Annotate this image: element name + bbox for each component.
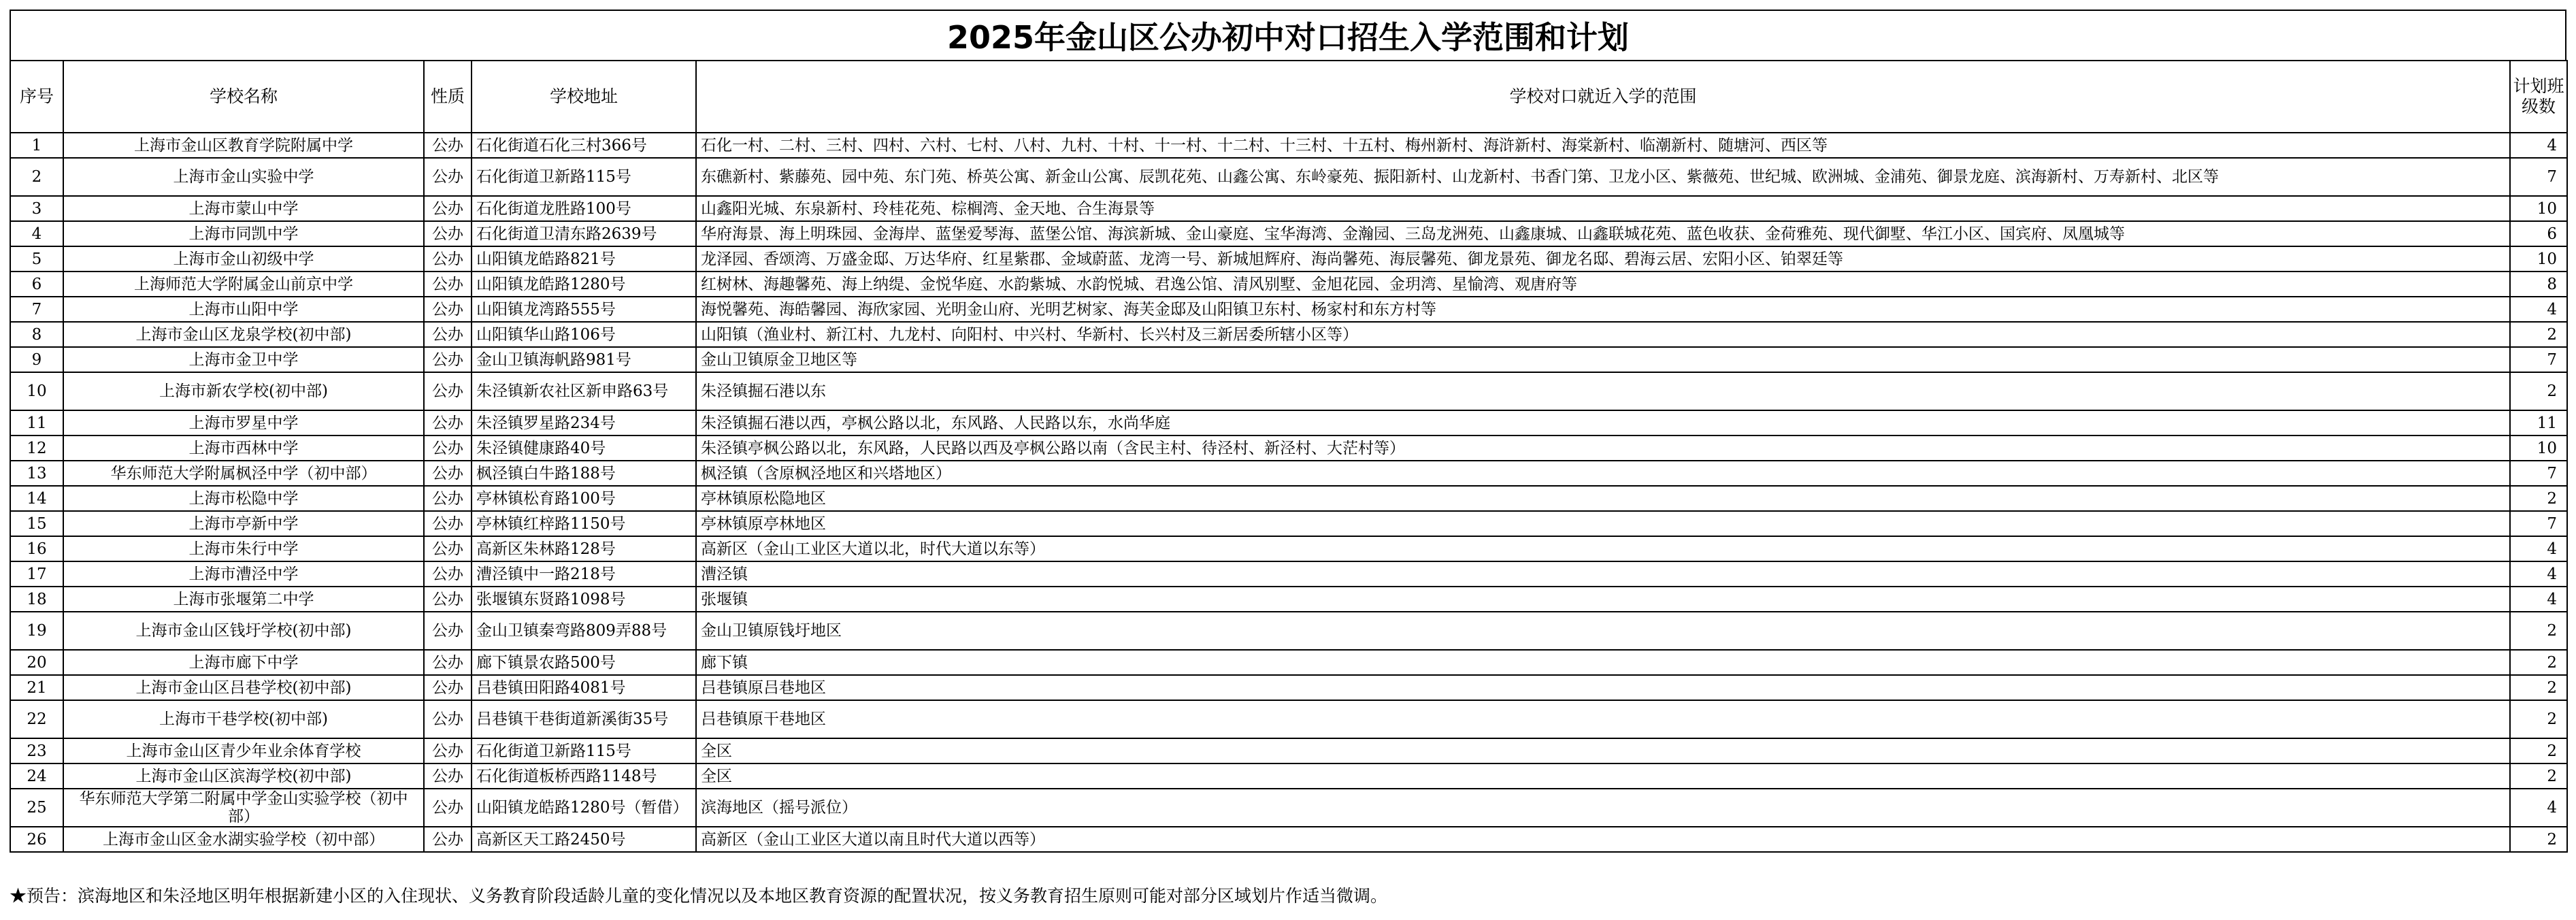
enrollment-table	[10, 60, 2568, 853]
row-no: 2	[10, 158, 63, 196]
row-type: 公办	[424, 827, 472, 852]
row-address: 漕泾镇中一路218号	[472, 561, 696, 587]
table-row	[10, 272, 2567, 297]
row-scope: 华府海景、海上明珠园、金海岸、蓝堡爱琴海、蓝堡公馆、海滨新城、金山豪庭、宝华海湾、金瀚园、三岛龙洲苑、山鑫康城、山鑫联城花苑、蓝色收获、金荷雅苑、现代御墅、华江小区、国宾府、凤凰城等	[696, 221, 2510, 246]
footnote: ★预告：滨海地区和朱泾地区明年根据新建小区的入住现状、义务教育阶段适龄儿童的变化情况以及本地区教育资源的配置状况，按义务教育招生原则可能对部分区域划片作适当微调。	[10, 886, 1388, 906]
row-no: 14	[10, 486, 63, 511]
row-address: 高新区天工路2450号	[472, 827, 696, 852]
row-school-name: 上海市金山区龙泉学校(初中部)	[63, 322, 424, 347]
row-scope: 石化一村、二村、三村、四村、六村、七村、八村、九村、十村、十一村、十二村、十三村、十五村、梅州新村、海浒新村、海棠新村、临潮新村、随塘河、西区等	[696, 133, 2510, 158]
row-type: 公办	[424, 246, 472, 272]
table-row	[10, 158, 2567, 196]
row-scope: 吕巷镇原干巷地区	[696, 700, 2510, 738]
header-address: 学校地址	[472, 61, 696, 133]
row-school-name: 上海市漕泾中学	[63, 561, 424, 587]
row-plan: 2	[2510, 650, 2567, 675]
row-no: 5	[10, 246, 63, 272]
table-row	[10, 536, 2567, 561]
row-address: 山阳镇华山路106号	[472, 322, 696, 347]
row-school-name: 上海市廊下中学	[63, 650, 424, 675]
row-scope: 高新区（金山工业区大道以南且时代大道以西等）	[696, 827, 2510, 852]
row-no: 7	[10, 297, 63, 322]
table-row	[10, 789, 2567, 827]
row-no: 19	[10, 612, 63, 650]
row-type: 公办	[424, 738, 472, 763]
row-scope: 滨海地区（摇号派位）	[696, 789, 2510, 827]
row-address: 石化街道板桥西路1148号	[472, 763, 696, 789]
table-row	[10, 486, 2567, 511]
row-type: 公办	[424, 196, 472, 221]
row-school-name: 上海市金卫中学	[63, 347, 424, 372]
table-row	[10, 763, 2567, 789]
row-address: 亭林镇松育路100号	[472, 486, 696, 511]
row-school-name: 上海市干巷学校(初中部)	[63, 700, 424, 738]
row-school-name: 上海市金山区教育学院附属中学	[63, 133, 424, 158]
row-type: 公办	[424, 612, 472, 650]
row-address: 廊下镇景农路500号	[472, 650, 696, 675]
row-address: 山阳镇龙皓路1280号	[472, 272, 696, 297]
row-address: 枫泾镇白牛路188号	[472, 461, 696, 486]
row-address: 山阳镇龙湾路555号	[472, 297, 696, 322]
table-row	[10, 196, 2567, 221]
row-no: 26	[10, 827, 63, 852]
table-row	[10, 322, 2567, 347]
row-address: 石化街道石化三村366号	[472, 133, 696, 158]
row-no: 11	[10, 410, 63, 436]
table-row	[10, 436, 2567, 461]
row-scope: 高新区（金山工业区大道以北，时代大道以东等）	[696, 536, 2510, 561]
row-type: 公办	[424, 410, 472, 436]
row-plan: 7	[2510, 158, 2567, 196]
row-scope: 金山卫镇原钱圩地区	[696, 612, 2510, 650]
row-school-name: 上海市松隐中学	[63, 486, 424, 511]
row-address: 朱泾镇新农社区新申路63号	[472, 372, 696, 410]
table-row	[10, 297, 2567, 322]
row-no: 18	[10, 587, 63, 612]
row-plan: 4	[2510, 561, 2567, 587]
row-no: 23	[10, 738, 63, 763]
row-school-name: 上海市罗星中学	[63, 410, 424, 436]
row-school-name: 上海市金山实验中学	[63, 158, 424, 196]
row-type: 公办	[424, 347, 472, 372]
row-plan: 2	[2510, 827, 2567, 852]
table-row	[10, 827, 2567, 852]
row-type: 公办	[424, 561, 472, 587]
header-type: 性质	[424, 61, 472, 133]
row-plan: 11	[2510, 410, 2567, 436]
row-school-name: 华东师范大学附属枫泾中学（初中部）	[63, 461, 424, 486]
row-school-name: 上海市金山区吕巷学校(初中部)	[63, 675, 424, 700]
row-school-name: 上海市张堰第二中学	[63, 587, 424, 612]
table-row	[10, 246, 2567, 272]
row-plan: 6	[2510, 221, 2567, 246]
row-scope: 全区	[696, 763, 2510, 789]
row-scope: 海悦馨苑、海皓馨园、海欣家园、光明金山府、光明艺树家、海芙金邸及山阳镇卫东村、杨家村和东方村等	[696, 297, 2510, 322]
row-plan: 4	[2510, 587, 2567, 612]
header-school-name: 学校名称	[63, 61, 424, 133]
table-row	[10, 347, 2567, 372]
row-type: 公办	[424, 461, 472, 486]
row-address: 石化街道卫新路115号	[472, 738, 696, 763]
header-plan: 计划班级数	[2510, 61, 2567, 133]
row-school-name: 上海市朱行中学	[63, 536, 424, 561]
row-address: 张堰镇东贤路1098号	[472, 587, 696, 612]
table-row	[10, 410, 2567, 436]
header-row	[10, 61, 2567, 133]
row-type: 公办	[424, 372, 472, 410]
row-school-name: 上海市同凯中学	[63, 221, 424, 246]
table-row	[10, 221, 2567, 246]
row-address: 朱泾镇健康路40号	[472, 436, 696, 461]
row-no: 22	[10, 700, 63, 738]
row-plan: 7	[2510, 461, 2567, 486]
row-type: 公办	[424, 221, 472, 246]
row-plan: 10	[2510, 436, 2567, 461]
header-no: 序号	[10, 61, 63, 133]
row-scope: 山阳镇（渔业村、新江村、九龙村、向阳村、中兴村、华新村、长兴村及三新居委所辖小区等）	[696, 322, 2510, 347]
row-scope: 金山卫镇原金卫地区等	[696, 347, 2510, 372]
row-school-name: 上海市金山初级中学	[63, 246, 424, 272]
row-school-name: 上海市山阳中学	[63, 297, 424, 322]
row-scope: 亭林镇原松隐地区	[696, 486, 2510, 511]
row-scope: 亭林镇原亭林地区	[696, 511, 2510, 536]
table-row	[10, 650, 2567, 675]
table-row	[10, 738, 2567, 763]
row-address: 石化街道卫清东路2639号	[472, 221, 696, 246]
table-body	[10, 133, 2567, 852]
row-scope: 朱泾镇亭枫公路以北，东风路，人民路以西及亭枫公路以南（含民主村、待泾村、新泾村、大茫村等）	[696, 436, 2510, 461]
row-type: 公办	[424, 322, 472, 347]
row-plan: 2	[2510, 763, 2567, 789]
row-school-name: 上海市新农学校(初中部)	[63, 372, 424, 410]
row-type: 公办	[424, 436, 472, 461]
row-plan: 2	[2510, 372, 2567, 410]
row-address: 金山卫镇海帆路981号	[472, 347, 696, 372]
row-school-name: 上海市金山区青少年业余体育学校	[63, 738, 424, 763]
row-no: 4	[10, 221, 63, 246]
row-address: 朱泾镇罗星路234号	[472, 410, 696, 436]
row-school-name: 上海市金山区滨海学校(初中部)	[63, 763, 424, 789]
row-plan: 7	[2510, 347, 2567, 372]
row-address: 石化街道卫新路115号	[472, 158, 696, 196]
table-row	[10, 675, 2567, 700]
row-no: 12	[10, 436, 63, 461]
table-row	[10, 700, 2567, 738]
row-plan: 2	[2510, 738, 2567, 763]
row-type: 公办	[424, 789, 472, 827]
page-title: 2025年金山区公办初中对口招生入学范围和计划	[10, 10, 2566, 60]
row-type: 公办	[424, 272, 472, 297]
row-address: 山阳镇龙皓路821号	[472, 246, 696, 272]
row-school-name: 上海市蒙山中学	[63, 196, 424, 221]
row-no: 24	[10, 763, 63, 789]
row-no: 20	[10, 650, 63, 675]
row-no: 25	[10, 789, 63, 827]
table-row	[10, 461, 2567, 486]
table-row	[10, 133, 2567, 158]
row-scope: 枫泾镇（含原枫泾地区和兴塔地区）	[696, 461, 2510, 486]
row-no: 13	[10, 461, 63, 486]
row-address: 高新区朱林路128号	[472, 536, 696, 561]
row-plan: 2	[2510, 322, 2567, 347]
row-type: 公办	[424, 700, 472, 738]
row-type: 公办	[424, 158, 472, 196]
row-address: 吕巷镇干巷街道新溪街35号	[472, 700, 696, 738]
row-scope: 全区	[696, 738, 2510, 763]
row-scope: 红树林、海趣馨苑、海上纳缇、金悦华庭、水韵紫城、水韵悦城、君逸公馆、清风别墅、金旭花园、金玥湾、星愉湾、观唐府等	[696, 272, 2510, 297]
row-school-name: 华东师范大学第二附属中学金山实验学校（初中部）	[63, 789, 424, 827]
row-scope: 龙泽园、香颂湾、万盛金邸、万达华府、红星紫郡、金域蔚蓝、龙湾一号、新城旭辉府、海尚馨苑、海辰馨苑、御龙景苑、御龙名邸、碧海云居、宏阳小区、铂翠廷等	[696, 246, 2510, 272]
row-no: 10	[10, 372, 63, 410]
row-plan: 2	[2510, 486, 2567, 511]
row-scope: 吕巷镇原吕巷地区	[696, 675, 2510, 700]
table-row	[10, 372, 2567, 410]
row-type: 公办	[424, 763, 472, 789]
row-plan: 4	[2510, 133, 2567, 158]
table-row	[10, 587, 2567, 612]
row-no: 9	[10, 347, 63, 372]
row-type: 公办	[424, 536, 472, 561]
row-no: 17	[10, 561, 63, 587]
table-row	[10, 511, 2567, 536]
row-scope: 漕泾镇	[696, 561, 2510, 587]
row-plan: 7	[2510, 511, 2567, 536]
row-no: 6	[10, 272, 63, 297]
row-plan: 10	[2510, 196, 2567, 221]
row-address: 亭林镇红梓路1150号	[472, 511, 696, 536]
row-type: 公办	[424, 587, 472, 612]
row-school-name: 上海市金山区钱圩学校(初中部)	[63, 612, 424, 650]
row-type: 公办	[424, 297, 472, 322]
enrollment-sheet	[10, 10, 2566, 853]
table-row	[10, 561, 2567, 587]
row-plan: 4	[2510, 789, 2567, 827]
row-plan: 2	[2510, 675, 2567, 700]
row-no: 3	[10, 196, 63, 221]
row-address: 吕巷镇田阳路4081号	[472, 675, 696, 700]
row-scope: 朱泾镇掘石港以东	[696, 372, 2510, 410]
row-no: 21	[10, 675, 63, 700]
row-plan: 8	[2510, 272, 2567, 297]
row-type: 公办	[424, 133, 472, 158]
row-address: 山阳镇龙皓路1280号（暂借）	[472, 789, 696, 827]
row-no: 15	[10, 511, 63, 536]
row-scope: 东礁新村、紫藤苑、园中苑、东门苑、桥英公寓、新金山公寓、辰凯花苑、山鑫公寓、东岭豪苑、振阳新村、山龙新村、书香门第、卫龙小区、紫薇苑、世纪城、欧洲城、金浦苑、御景龙庭、滨海新村、万寿新村、北区等	[696, 158, 2510, 196]
row-school-name: 上海市亭新中学	[63, 511, 424, 536]
row-plan: 4	[2510, 297, 2567, 322]
row-address: 金山卫镇秦弯路809弄88号	[472, 612, 696, 650]
table-row	[10, 612, 2567, 650]
row-no: 8	[10, 322, 63, 347]
row-scope: 朱泾镇掘石港以西，亭枫公路以北，东风路、人民路以东，水尚华庭	[696, 410, 2510, 436]
header-scope: 学校对口就近入学的范围	[696, 61, 2510, 133]
row-plan: 2	[2510, 612, 2567, 650]
row-type: 公办	[424, 511, 472, 536]
row-type: 公办	[424, 675, 472, 700]
row-scope: 廊下镇	[696, 650, 2510, 675]
row-type: 公办	[424, 486, 472, 511]
row-no: 16	[10, 536, 63, 561]
row-scope: 张堰镇	[696, 587, 2510, 612]
row-school-name: 上海市西林中学	[63, 436, 424, 461]
row-scope: 山鑫阳光城、东泉新村、玲桂花苑、棕榈湾、金天地、合生海景等	[696, 196, 2510, 221]
row-school-name: 上海师范大学附属金山前京中学	[63, 272, 424, 297]
row-address: 石化街道龙胜路100号	[472, 196, 696, 221]
row-type: 公办	[424, 650, 472, 675]
row-plan: 4	[2510, 536, 2567, 561]
row-plan: 10	[2510, 246, 2567, 272]
row-school-name: 上海市金山区金水湖实验学校（初中部）	[63, 827, 424, 852]
row-no: 1	[10, 133, 63, 158]
row-plan: 2	[2510, 700, 2567, 738]
